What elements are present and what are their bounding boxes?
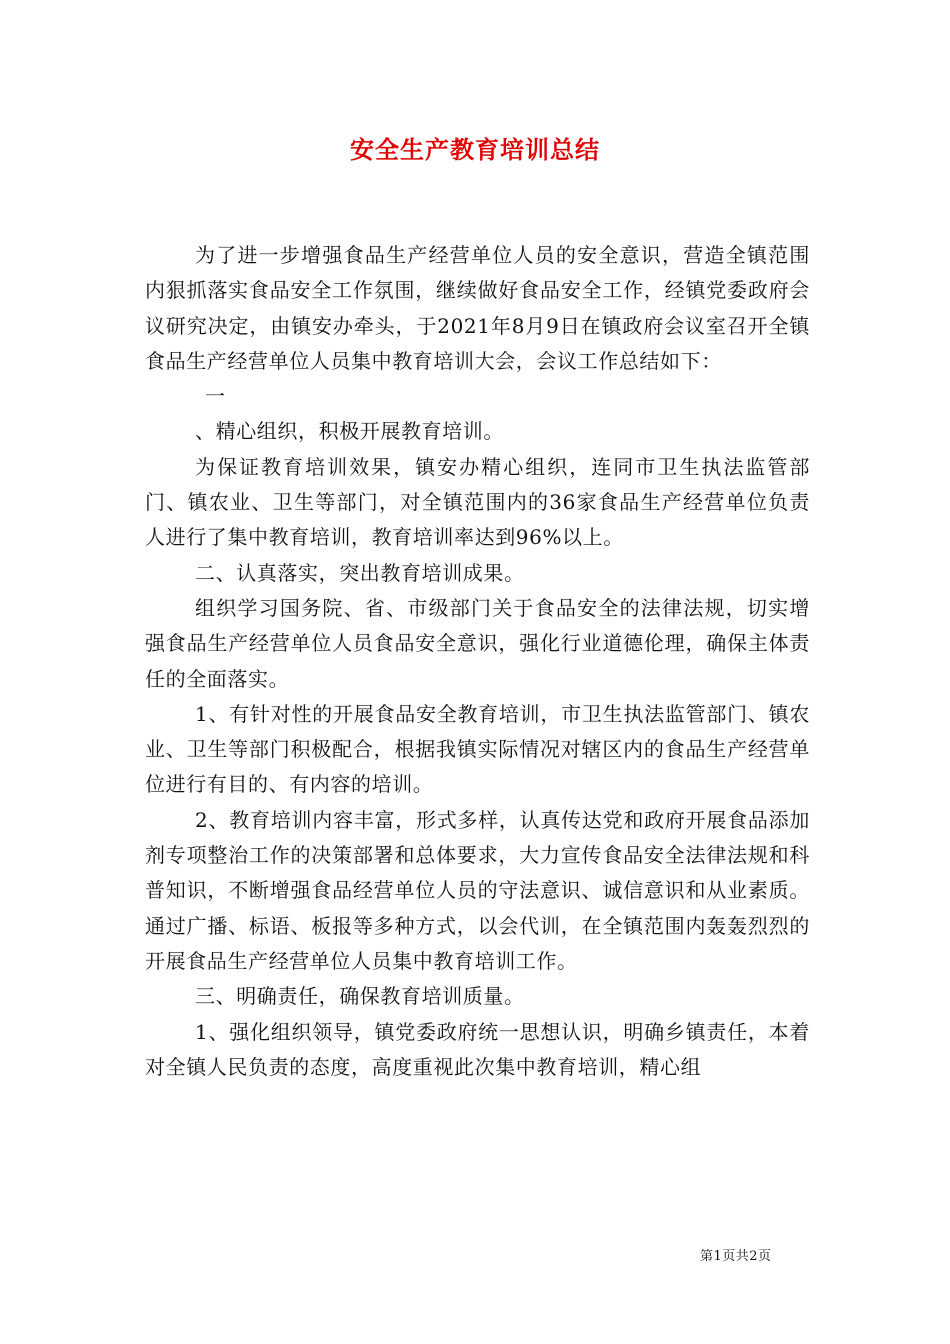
paragraph: 1、有针对性的开展食品安全教育培训，市卫生执法监管部门、镇农业、卫生等部门积极配合，根据我镇实际情况对辖区内的食品生产经营单位进行有目的、有内容的培训。: [145, 701, 810, 797]
document-title: 安全生产教育培训总结: [350, 136, 600, 164]
page-number: 第1页共2页: [700, 1249, 772, 1264]
paragraph-heading-three: 三、明确责任，确保教育培训质量。: [195, 984, 525, 1009]
paragraph: 组织学习国务院、省、市级部门关于食品安全的法律法规，切实增强食品生产经营单位人员食品安全意识，强化行业道德伦理，确保主体责任的全面落实。: [145, 595, 810, 691]
paragraph: 2、教育培训内容丰富，形式多样，认真传达党和政府开展食品添加剂专项整治工作的决策部署和总体要求，大力宣传食品安全法律法规和科普知识，不断增强食品经营单位人员的守法意识、诚信意识和从业素质。通过广播、标语、板报等多种方式，以会代训，在全镇范围内轰轰烈烈的开展食品生产经营单位人员集中教育培训工作。: [145, 807, 810, 973]
paragraph-intro: 为了进一步增强食品生产经营单位人员的安全意识，营造全镇范围内狠抓落实食品安全工作氛围，继续做好食品安全工作，经镇党委政府会议研究决定，由镇安办牵头，于2021年8月9日在镇政府会议室召开全镇食品生产经营单位人员集中教育培训大会，会议工作总结如下：: [145, 243, 810, 373]
paragraph: 为保证教育培训效果，镇安办精心组织，连同市卫生执法监管部门、镇农业、卫生等部门，对全镇范围内的36家食品生产经营单位负责人进行了集中教育培训，教育培训率达到96%以上。: [145, 454, 810, 550]
paragraph: 1、强化组织领导，镇党委政府统一思想认识，明确乡镇责任，本着对全镇人民负责的态度，高度重视此次集中教育培训，精心组: [145, 1019, 810, 1079]
paragraph-heading-two: 二、认真落实，突出教育培训成果。: [195, 560, 525, 585]
paragraph-section-number: 一: [205, 384, 226, 409]
document-body: [145, 238, 810, 1085]
paragraph-heading-one: 、精心组织，积极开展教育培训。: [195, 419, 504, 444]
